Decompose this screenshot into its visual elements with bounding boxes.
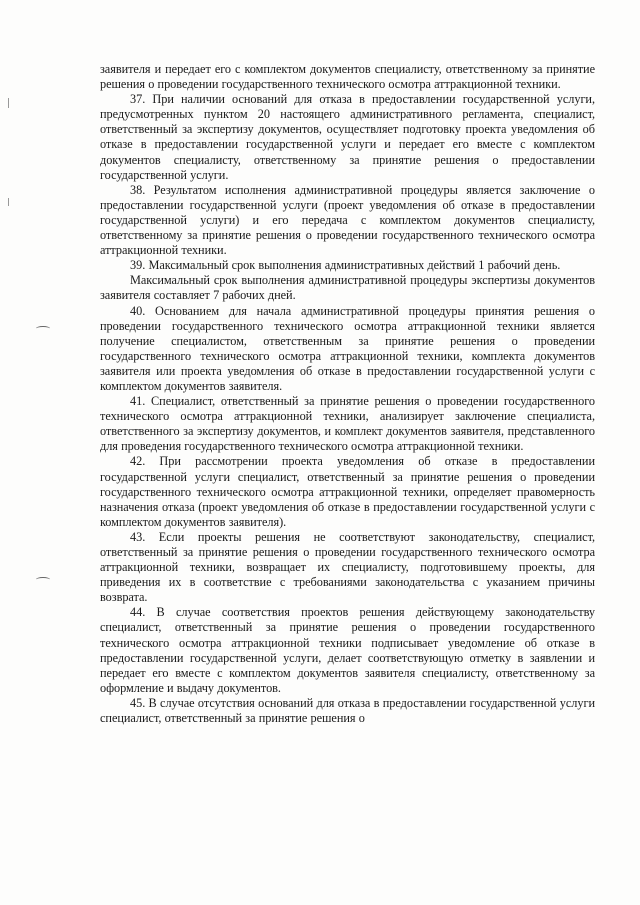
paragraph-39: 39. Максимальный срок выполнения административных действий 1 рабочий день. <box>130 258 561 273</box>
document-body <box>100 62 595 726</box>
paragraph-38: 38. Результатом исполнения административной процедуры является заключение о предоставлении государственной услуги (проект уведомления об отказе в предоставлении государственной услуги) и его передача с комплектом документов специалисту, ответственному за принятие решения о проведении государственного технического осмотра аттракционной техники. <box>100 182 595 258</box>
paragraph-39-note: Максимальный срок выполнения административной процедуры экспертизы документов заявителя составляет 7 рабочих дней. <box>100 273 595 303</box>
paragraph-37: 37. При наличии оснований для отказа в предоставлении государственной услуги, предусмотренных пунктом 20 настоящего административного регламента, специалист, ответственный за экспертизу документов, осуществляет подготовку проекта уведомления об отказе в предоставлении государственной услуги и передает его вместе с комплектом документов специалисту, ответственному за принятие решения о предоставлении государственной услуги. <box>100 92 595 182</box>
paragraph-42: 42. При рассмотрении проекта уведомления об отказе в предоставлении государственной услуги специалист, ответственный за принятие решения о проведении государственного технического осмотра аттракционной техники, определяет правомерность назначения отказа (проект уведомления об отказе в предоставлении государственной услуги с комплектом документов заявителя). <box>100 454 595 529</box>
paragraph-44: 44. В случае соответствия проектов решения действующему законодательству специалист, ответственный за принятие решения о проведении государственного технического осмотра аттракционной техники подписывает уведомление об отказе в предоставлении государственной услуги, делает соответствующую отметку в заявлении и передает его вместе с комплектом документов заявителя специалисту, ответственному за оформление и выдачу документов. <box>100 605 595 695</box>
margin-hole-punch-mark <box>36 577 50 582</box>
margin-hole-punch-mark <box>36 326 50 331</box>
paragraph-41: 41. Специалист, ответственный за принятие решения о проведении государственного технического осмотра аттракционной техники, анализирует заключение специалиста, ответственного за экспертизу документов, и комплект документов заявителя, представленного для проведения государственного технического осмотра аттракционной техники. <box>100 394 595 454</box>
paragraph-40: 40. Основанием для начала административной процедуры принятия решения о проведении государственного технического осмотра аттракционной техники является получение специалистом, ответственным за принятие решения о проведении государственного технического осмотра аттракционной техники, комплекта документов заявителя или проекта уведомления об отказе в предоставлении государственной услуги с комплектом документов заявителя. <box>100 303 595 393</box>
margin-scan-mark <box>8 98 9 108</box>
paragraph-45: 45. В случае отсутствия оснований для отказа в предоставлении государственной услуги специалист, ответственный за принятие решения о <box>100 695 595 726</box>
margin-scan-mark <box>8 198 9 206</box>
paragraph-36-continuation: заявителя и передает его с комплектом документов специалисту, ответственному за принятие решения о проведении государственного технического осмотра аттракционной техники. <box>100 62 595 92</box>
paragraph-43: 43. Если проекты решения не соответствуют законодательству, специалист, ответственный за принятие решения о проведении государственного технического осмотра аттракционной техники, возвращает их специалисту, подготовившему проекты, для приведения их в соответствие с требованиями законодательства с указанием причины возврата. <box>100 529 595 605</box>
